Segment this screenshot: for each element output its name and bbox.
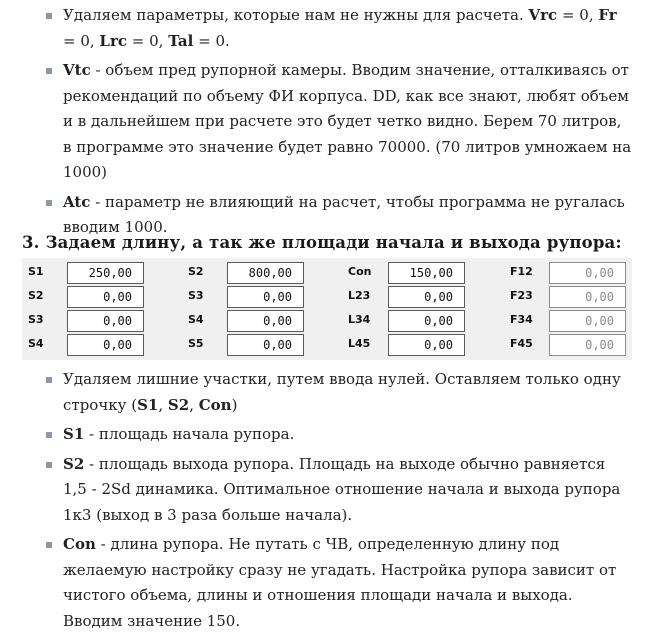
list-item <box>0 452 652 529</box>
param-input-f34: 0,00 <box>549 310 626 332</box>
param-input-con[interactable]: 150,00 <box>388 262 465 284</box>
param-name: S1 <box>63 425 85 443</box>
text-segment: = 0, <box>63 31 100 50</box>
param-label-l23: L23 <box>348 289 371 302</box>
param-label-s5: S5 <box>188 337 204 350</box>
param-label-s3: S3 <box>28 313 44 326</box>
instructions-list-bottom <box>0 367 652 638</box>
param-label-con: Con <box>348 265 372 278</box>
param-input-l23[interactable]: 0,00 <box>388 286 465 308</box>
param-input-s3[interactable]: 0,00 <box>227 286 304 308</box>
text-segment: - параметр не влияющий на расчет, чтобы программа не ругалась вводим 1000. <box>63 192 625 236</box>
param-name: Vrc <box>528 6 558 24</box>
param-label-l34: L34 <box>348 313 371 326</box>
param-input-s2[interactable]: 800,00 <box>227 262 304 284</box>
text-segment: ) <box>231 395 238 414</box>
param-name: Tal <box>168 31 194 50</box>
param-label-l45: L45 <box>348 337 371 350</box>
param-name: Atc <box>63 192 91 211</box>
list-item <box>0 422 652 448</box>
text-segment: - объем пред рупорной камеры. Вводим значение, отталкиваясь от рекомендаций по объему ФИ корпуса. DD, как все знают, любят объем и в дальнейшем при расчете это будет четко видно. Берем 70 литров, в программе это значение будет равно 70000. (70 литров умножаем на 1000) <box>63 61 632 181</box>
param-input-s1[interactable]: 250,00 <box>67 262 144 284</box>
param-input-l45[interactable]: 0,00 <box>388 334 465 356</box>
text-segment: - длина рупора. Не путать с ЧВ, определенную длину под желаемую настройку сразу не угадать. Настройка рупора зависит от чистого объема, длины и отношения площади начала и выхода. Вводим значение 150. <box>63 535 617 630</box>
param-label-f45: F45 <box>510 337 533 350</box>
param-input-s5[interactable]: 0,00 <box>227 334 304 356</box>
param-name: S2 <box>63 454 85 473</box>
text-segment: , <box>158 395 168 414</box>
param-input-f12: 0,00 <box>549 262 626 284</box>
param-input-f23: 0,00 <box>549 286 626 308</box>
square-bullet-icon <box>46 200 52 206</box>
text-segment: = 0, <box>557 6 599 24</box>
text-segment: = 0, <box>127 31 169 50</box>
text-segment: - площадь выхода рупора. Площадь на выходе обычно равняется 1,5 - 2Sd динамика. Оптимальное отношение начала и выхода рупора 1к3 (выход в 3 раза больше начала). <box>63 454 621 524</box>
param-label-s2: S2 <box>188 265 204 278</box>
list-item <box>0 58 652 186</box>
param-name: Con <box>198 395 232 414</box>
param-input-s4[interactable]: 0,00 <box>227 310 304 332</box>
param-name: S1 <box>137 395 159 414</box>
horn-parameters-panel <box>22 258 632 360</box>
param-label-s2: S2 <box>28 289 44 302</box>
param-name: Con <box>63 535 96 553</box>
param-label-s3: S3 <box>188 289 204 302</box>
text-segment: Удаляем лишние участки, путем ввода нулей. Оставляем только одну строчку ( <box>63 370 621 414</box>
param-name: Lrc <box>99 31 128 50</box>
param-input-l34[interactable]: 0,00 <box>388 310 465 332</box>
param-label-f12: F12 <box>510 265 533 278</box>
square-bullet-icon <box>46 462 52 468</box>
square-bullet-icon <box>46 68 52 74</box>
param-input-s3[interactable]: 0,00 <box>67 310 144 332</box>
param-label-f34: F34 <box>510 313 533 326</box>
list-item <box>0 3 652 54</box>
param-name: Fr <box>598 6 617 24</box>
param-label-s1: S1 <box>28 265 44 278</box>
square-bullet-icon <box>46 542 52 548</box>
text-segment: Удаляем параметры, которые нам не нужны для расчета. <box>63 6 529 24</box>
param-input-s2[interactable]: 0,00 <box>67 286 144 308</box>
list-item <box>0 367 652 418</box>
instructions-list-top <box>0 3 652 245</box>
square-bullet-icon <box>46 377 52 383</box>
text-segment: , <box>189 395 199 414</box>
param-label-s4: S4 <box>28 337 44 350</box>
square-bullet-icon <box>46 432 52 438</box>
param-name: Vtc <box>63 61 91 79</box>
text-segment: - площадь начала рупора. <box>84 425 295 443</box>
section-heading: 3. Задаем длину, а так же площади начала и выхода рупора: <box>22 233 622 252</box>
param-name: S2 <box>167 395 190 414</box>
param-input-s4[interactable]: 0,00 <box>67 334 144 356</box>
square-bullet-icon <box>46 13 52 19</box>
list-item <box>0 532 652 634</box>
param-label-s4: S4 <box>188 313 204 326</box>
param-input-f45: 0,00 <box>549 334 626 356</box>
param-label-f23: F23 <box>510 289 533 302</box>
text-segment: = 0. <box>193 31 230 50</box>
